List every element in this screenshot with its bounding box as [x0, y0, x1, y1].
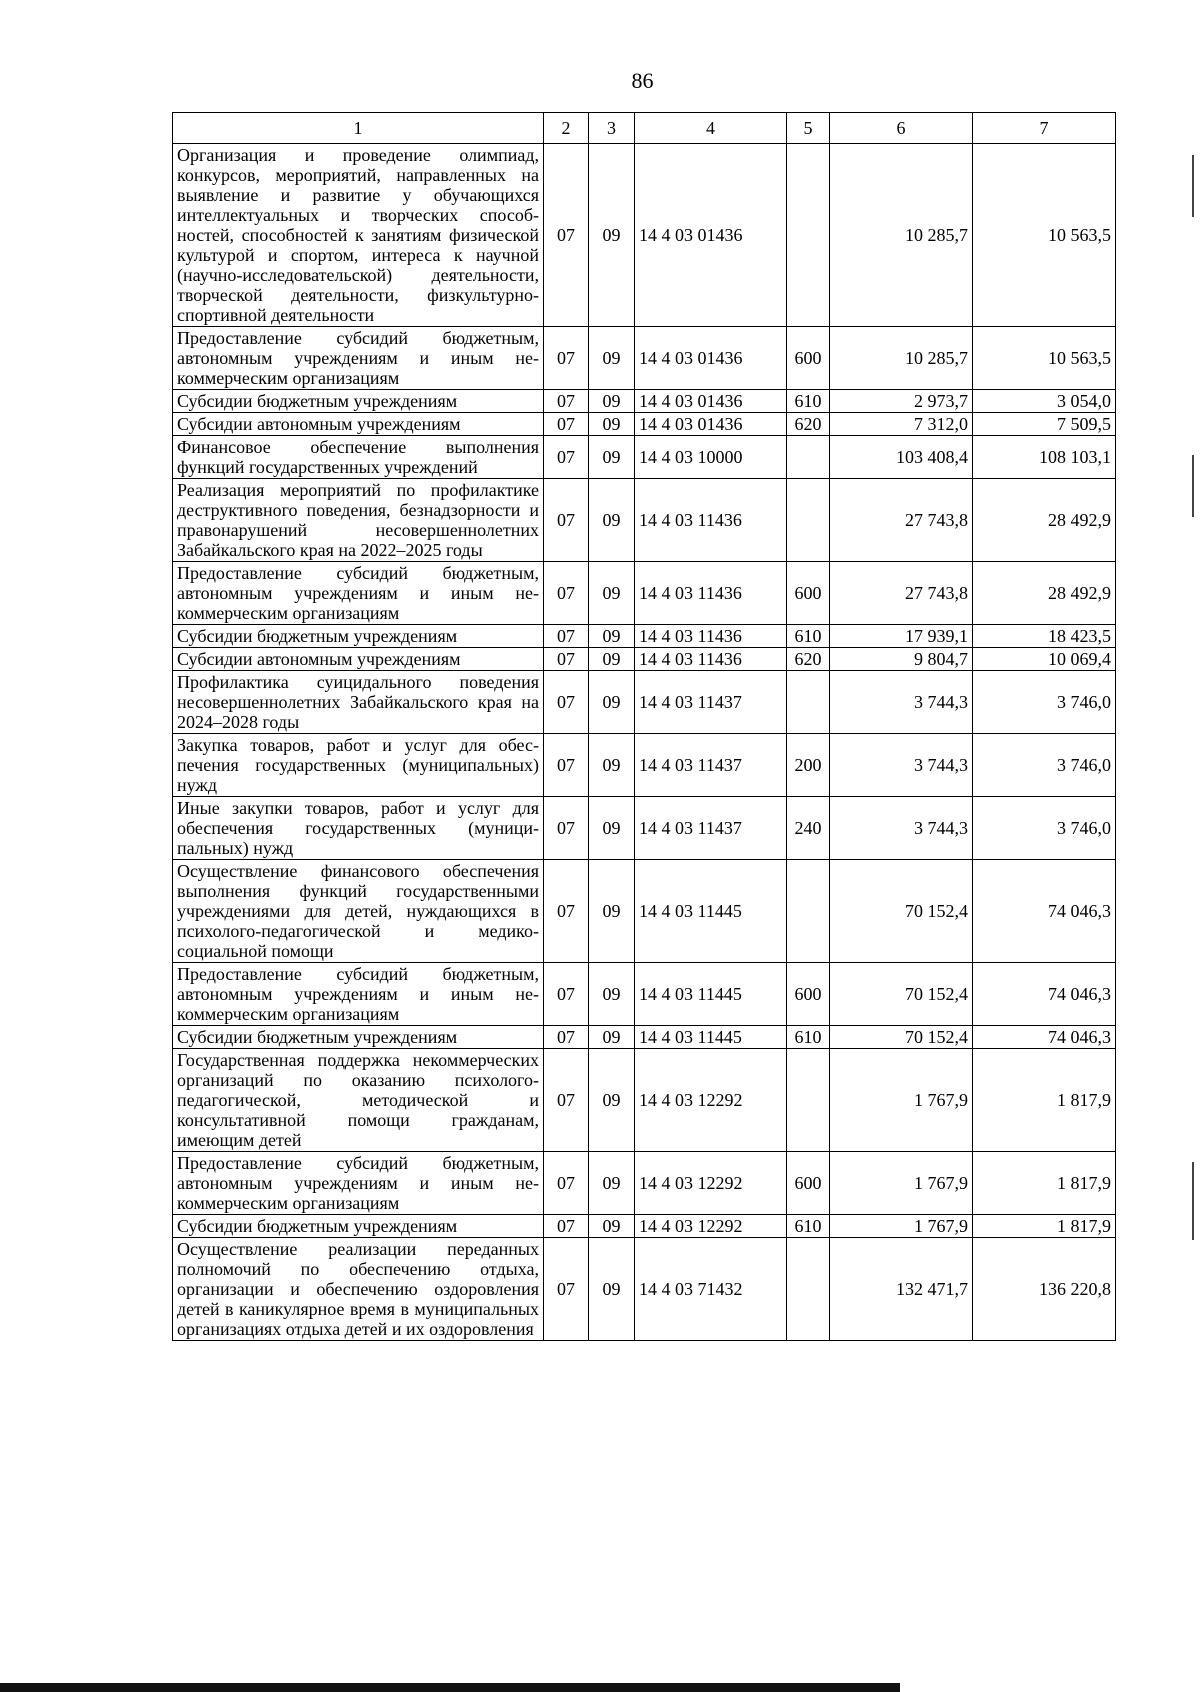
expense-type-cell [787, 1049, 830, 1152]
page-number: 86 [631, 68, 654, 93]
table-row [173, 625, 1116, 648]
amount-year2-cell: 10 069,4 [973, 648, 1116, 671]
section-code-cell: 07 [544, 413, 589, 436]
target-item-code-cell: 14 4 03 12292 [635, 1152, 787, 1215]
target-item-code-cell: 14 4 03 01436 [635, 413, 787, 436]
amount-year1-cell: 70 152,4 [830, 963, 973, 1026]
section-code-cell: 07 [544, 562, 589, 625]
amount-year1-cell: 3 744,3 [830, 734, 973, 797]
subsection-code-cell: 09 [589, 648, 635, 671]
subsection-code-cell: 09 [589, 860, 635, 963]
row-name-cell: Профилактика суицидального поведения несовершеннолетних Забайкальского края на 2024–2028 годы [173, 671, 544, 734]
subsection-code-cell: 09 [589, 963, 635, 1026]
amount-year2-cell: 74 046,3 [973, 963, 1116, 1026]
target-item-code-cell: 14 4 03 11445 [635, 860, 787, 963]
expense-type-cell [787, 671, 830, 734]
section-code-cell: 07 [544, 479, 589, 562]
table-row [173, 479, 1116, 562]
expense-type-cell: 600 [787, 963, 830, 1026]
amount-year1-cell: 10 285,7 [830, 144, 973, 327]
amount-year2-cell: 1 817,9 [973, 1215, 1116, 1238]
amount-year2-cell: 3 054,0 [973, 390, 1116, 413]
column-header: 3 [589, 113, 635, 144]
row-name-cell: Предоставление субсидий бюджетным, автономным учреждениям и иным некоммерческим организациям [173, 327, 544, 390]
table-row [173, 436, 1116, 479]
section-code-cell: 07 [544, 648, 589, 671]
table-row [173, 797, 1116, 860]
target-item-code-cell: 14 4 03 11436 [635, 562, 787, 625]
subsection-code-cell: 09 [589, 1152, 635, 1215]
subsection-code-cell: 09 [589, 1049, 635, 1152]
amount-year1-cell: 132 471,7 [830, 1238, 973, 1341]
subsection-code-cell: 09 [589, 562, 635, 625]
table-row [173, 1152, 1116, 1215]
amount-year1-cell: 3 744,3 [830, 797, 973, 860]
expense-type-cell: 610 [787, 1215, 830, 1238]
subsection-code-cell: 09 [589, 1215, 635, 1238]
row-name-cell: Субсидии бюджетным учреждениям [173, 625, 544, 648]
table-row [173, 1238, 1116, 1341]
table-row [173, 963, 1116, 1026]
row-name-cell: Субсидии бюджетным учреждениям [173, 1026, 544, 1049]
amount-year2-cell: 3 746,0 [973, 734, 1116, 797]
amount-year2-cell: 28 492,9 [973, 479, 1116, 562]
amount-year1-cell: 2 973,7 [830, 390, 973, 413]
table-row [173, 144, 1116, 327]
amount-year1-cell: 17 939,1 [830, 625, 973, 648]
amount-year1-cell: 27 743,8 [830, 479, 973, 562]
section-code-cell: 07 [544, 734, 589, 797]
expense-type-cell [787, 479, 830, 562]
target-item-code-cell: 14 4 03 10000 [635, 436, 787, 479]
amount-year2-cell: 7 509,5 [973, 413, 1116, 436]
amount-year1-cell: 27 743,8 [830, 562, 973, 625]
row-name-cell: Субсидии бюджетным учреждениям [173, 390, 544, 413]
target-item-code-cell: 14 4 03 11437 [635, 797, 787, 860]
scan-border [0, 1683, 900, 1692]
target-item-code-cell: 14 4 03 12292 [635, 1215, 787, 1238]
expense-type-cell [787, 436, 830, 479]
target-item-code-cell: 14 4 03 01436 [635, 144, 787, 327]
scan-edge-mark [1192, 155, 1194, 217]
amount-year1-cell: 70 152,4 [830, 860, 973, 963]
column-header: 5 [787, 113, 830, 144]
row-name-cell: Предоставление субсидий бюджетным, автономным учреждениям и иным некоммерческим организациям [173, 963, 544, 1026]
table-row [173, 860, 1116, 963]
target-item-code-cell: 14 4 03 71432 [635, 1238, 787, 1341]
section-code-cell: 07 [544, 1049, 589, 1152]
expense-type-cell [787, 144, 830, 327]
amount-year1-cell: 1 767,9 [830, 1152, 973, 1215]
amount-year1-cell: 70 152,4 [830, 1026, 973, 1049]
subsection-code-cell: 09 [589, 390, 635, 413]
expense-type-cell: 600 [787, 327, 830, 390]
table-row [173, 671, 1116, 734]
column-header: 7 [973, 113, 1116, 144]
target-item-code-cell: 14 4 03 11436 [635, 648, 787, 671]
table-row [173, 390, 1116, 413]
amount-year2-cell: 74 046,3 [973, 1026, 1116, 1049]
table-row [173, 1215, 1116, 1238]
row-name-cell: Финансовое обеспечение выполнения функций государственных учреждений [173, 436, 544, 479]
expense-type-cell: 620 [787, 648, 830, 671]
amount-year2-cell: 10 563,5 [973, 144, 1116, 327]
section-code-cell: 07 [544, 1238, 589, 1341]
row-name-cell: Осуществление реализации переданных полномочий по обеспечению отдыха, организации и обеспечению оздоровления детей в каникулярное время в муниципальных организациях отдыха детей и их оздоровления [173, 1238, 544, 1341]
section-code-cell: 07 [544, 1152, 589, 1215]
column-header: 4 [635, 113, 787, 144]
target-item-code-cell: 14 4 03 11436 [635, 625, 787, 648]
amount-year2-cell: 10 563,5 [973, 327, 1116, 390]
section-code-cell: 07 [544, 625, 589, 648]
table-row [173, 562, 1116, 625]
expense-type-cell: 620 [787, 413, 830, 436]
column-header: 6 [830, 113, 973, 144]
amount-year2-cell: 108 103,1 [973, 436, 1116, 479]
expense-type-cell: 610 [787, 625, 830, 648]
budget-table [172, 112, 1116, 1341]
subsection-code-cell: 09 [589, 671, 635, 734]
section-code-cell: 07 [544, 860, 589, 963]
subsection-code-cell: 09 [589, 734, 635, 797]
subsection-code-cell: 09 [589, 1238, 635, 1341]
subsection-code-cell: 09 [589, 327, 635, 390]
row-name-cell: Государственная поддержка некоммерческих организаций по оказанию психолого-педагогической, методической и консультативной помощи гражданам, имеющим детей [173, 1049, 544, 1152]
amount-year2-cell: 1 817,9 [973, 1152, 1116, 1215]
row-name-cell: Иные закупки товаров, работ и услуг для обеспечения государственных (муниципальных) нужд [173, 797, 544, 860]
scan-edge-mark [1192, 1162, 1194, 1240]
expense-type-cell: 600 [787, 1152, 830, 1215]
subsection-code-cell: 09 [589, 797, 635, 860]
section-code-cell: 07 [544, 797, 589, 860]
target-item-code-cell: 14 4 03 11437 [635, 734, 787, 797]
section-code-cell: 07 [544, 1026, 589, 1049]
amount-year2-cell: 3 746,0 [973, 671, 1116, 734]
section-code-cell: 07 [544, 1215, 589, 1238]
table-row [173, 734, 1116, 797]
amount-year2-cell: 1 817,9 [973, 1049, 1116, 1152]
amount-year1-cell: 3 744,3 [830, 671, 973, 734]
row-name-cell: Организация и проведение олимпиад, конкурсов, мероприятий, направленных на выявление и развитие у обучающихся интеллектуальных и творческих способностей, способностей к занятиям физической культурой и спортом, интереса к научной (научно-исследовательской) деятельности, творческой деятельности, физкультурно-спортивной деятельности [173, 144, 544, 327]
amount-year1-cell: 9 804,7 [830, 648, 973, 671]
row-name-cell: Реализация мероприятий по профилактике деструктивного поведения, безнадзорности и правонарушений несовершеннолетних Забайкальского края на 2022–2025 годы [173, 479, 544, 562]
target-item-code-cell: 14 4 03 01436 [635, 390, 787, 413]
target-item-code-cell: 14 4 03 11436 [635, 479, 787, 562]
column-header: 1 [173, 113, 544, 144]
amount-year1-cell: 10 285,7 [830, 327, 973, 390]
section-code-cell: 07 [544, 436, 589, 479]
subsection-code-cell: 09 [589, 144, 635, 327]
scan-edge-mark [1192, 455, 1194, 517]
subsection-code-cell: 09 [589, 625, 635, 648]
amount-year2-cell: 28 492,9 [973, 562, 1116, 625]
table-row [173, 1049, 1116, 1152]
row-name-cell: Предоставление субсидий бюджетным, автономным учреждениям и иным некоммерческим организациям [173, 1152, 544, 1215]
row-name-cell: Субсидии бюджетным учреждениям [173, 1215, 544, 1238]
row-name-cell: Осуществление финансового обеспечения выполнения функций государственными учреждениями для детей, нуждающихся в психолого-педагогической и медико-социальной помощи [173, 860, 544, 963]
section-code-cell: 07 [544, 144, 589, 327]
subsection-code-cell: 09 [589, 1026, 635, 1049]
subsection-code-cell: 09 [589, 436, 635, 479]
row-name-cell: Субсидии автономным учреждениям [173, 413, 544, 436]
amount-year2-cell: 3 746,0 [973, 797, 1116, 860]
amount-year1-cell: 7 312,0 [830, 413, 973, 436]
section-code-cell: 07 [544, 671, 589, 734]
expense-type-cell: 610 [787, 1026, 830, 1049]
expense-type-cell [787, 860, 830, 963]
row-name-cell: Предоставление субсидий бюджетным, автономным учреждениям и иным некоммерческим организациям [173, 562, 544, 625]
column-header: 2 [544, 113, 589, 144]
amount-year2-cell: 136 220,8 [973, 1238, 1116, 1341]
expense-type-cell: 610 [787, 390, 830, 413]
table-row [173, 648, 1116, 671]
subsection-code-cell: 09 [589, 413, 635, 436]
expense-type-cell: 240 [787, 797, 830, 860]
amount-year1-cell: 103 408,4 [830, 436, 973, 479]
expense-type-cell: 200 [787, 734, 830, 797]
target-item-code-cell: 14 4 03 11445 [635, 963, 787, 1026]
table-row [173, 1026, 1116, 1049]
table-row [173, 327, 1116, 390]
expense-type-cell: 600 [787, 562, 830, 625]
row-name-cell: Субсидии автономным учреждениям [173, 648, 544, 671]
section-code-cell: 07 [544, 327, 589, 390]
target-item-code-cell: 14 4 03 12292 [635, 1049, 787, 1152]
section-code-cell: 07 [544, 390, 589, 413]
table-row [173, 413, 1116, 436]
expense-type-cell [787, 1238, 830, 1341]
amount-year1-cell: 1 767,9 [830, 1049, 973, 1152]
amount-year2-cell: 18 423,5 [973, 625, 1116, 648]
target-item-code-cell: 14 4 03 11437 [635, 671, 787, 734]
row-name-cell: Закупка товаров, работ и услуг для обеспечения государственных (муниципальных) нужд [173, 734, 544, 797]
section-code-cell: 07 [544, 963, 589, 1026]
amount-year1-cell: 1 767,9 [830, 1215, 973, 1238]
target-item-code-cell: 14 4 03 11445 [635, 1026, 787, 1049]
amount-year2-cell: 74 046,3 [973, 860, 1116, 963]
target-item-code-cell: 14 4 03 01436 [635, 327, 787, 390]
subsection-code-cell: 09 [589, 479, 635, 562]
header-row [173, 113, 1116, 144]
